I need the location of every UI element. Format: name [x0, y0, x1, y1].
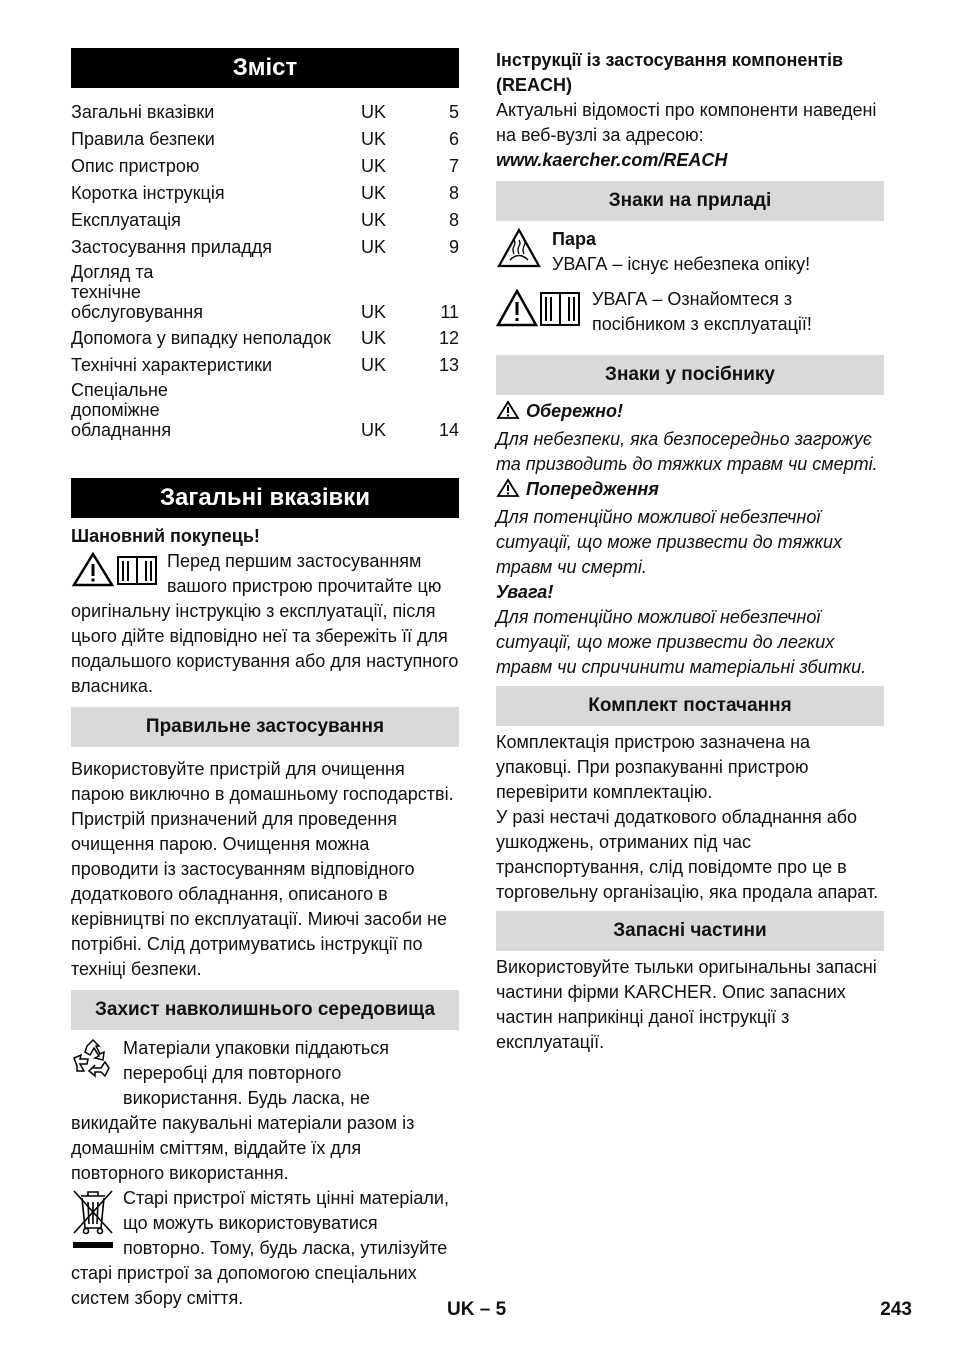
toc-page: 11 [440, 302, 459, 322]
toc-title: Коротка інструкція [71, 183, 225, 203]
recycle-icon [71, 1038, 115, 1089]
toc-title: Опис пристрою [71, 156, 200, 176]
toc-row[interactable] [71, 380, 459, 440]
toc-title: Застосування приладдя [71, 237, 273, 257]
table-of-contents [71, 100, 459, 440]
general-intro-block [71, 549, 459, 699]
proper-use-text: Використовуйте пристрій для очищення парою виключно в домашньому господарстві. Пристрій призначений для проведення очищення парою. Очищення можна проводити із застосуванням відповідного додаткового обладнання, описаного в керівництві по експлуатації. Миючі засоби не потрібні. Слід дотримуватись інструкції по техніці безпеки. [71, 759, 454, 979]
manual-text: УВАГА – Ознайомтеся з посібником з експлуатації! [592, 289, 812, 334]
warning-text: Для потенційно можливої небезпечної ситуації, що може призвести до тяжких травм чи смерті. [496, 507, 842, 577]
recycle-block [71, 1036, 459, 1186]
weee-text: Старі пристрої містять цінні матеріали, що можуть використовуватися повторно. Тому, будь ласка, утилізуйте старі пристрої за допомогою спеціальних систем збору сміття. [71, 1188, 449, 1308]
toc-title: Експлуатація [71, 210, 181, 230]
toc-lang: UK [361, 355, 387, 375]
toc-page: 9 [448, 237, 459, 257]
toc-lang: UK [361, 237, 387, 257]
reach-url[interactable]: www.kaercher.com/REACH [496, 150, 728, 170]
crossed-bin-icon [71, 1188, 115, 1257]
steam-text: УВАГА – існує небезпека опіку! [552, 254, 811, 274]
toc-page: 7 [448, 156, 459, 176]
footer-section-page: UK – 5 [447, 1299, 507, 1320]
toc-page: 8 [448, 210, 459, 230]
toc-lang: UK [361, 302, 387, 322]
steam-warning-icon [496, 227, 542, 269]
toc-row[interactable] [71, 326, 459, 351]
toc-title: Технічні характеристики [71, 355, 273, 375]
toc-lang: UK [361, 210, 387, 230]
toc-lang: UK [361, 156, 387, 176]
environment-heading: Захист навколишнього середовища [71, 990, 459, 1030]
toc-lang: UK [361, 102, 387, 122]
toc-page: 8 [448, 183, 459, 203]
manual-sign [496, 287, 884, 337]
toc-row[interactable] [71, 235, 459, 260]
toc-title: Загальні вказівки [71, 102, 215, 122]
greeting: Шановний покупець! [71, 526, 260, 546]
reach-text: Актуальні відомості про компоненти наведені на веб-вузлі за адресою: [496, 100, 877, 145]
steam-title: Пара [552, 229, 596, 249]
proper-use-heading: Правильне застосування [71, 707, 459, 747]
toc-row[interactable] [71, 127, 459, 152]
steam-sign [496, 227, 884, 277]
toc-page: 12 [438, 328, 459, 348]
toc-row[interactable] [71, 262, 459, 322]
toc-page: 13 [438, 355, 459, 375]
toc-lang: UK [361, 328, 387, 348]
toc-lang: UK [361, 420, 387, 440]
caution-label: Увага! [496, 582, 554, 602]
toc-row[interactable] [71, 353, 459, 378]
delivery-text-2: У разі нестачі додаткового обладнання або ушкоджень, отриманих під час транспортування, слід повідомте про це в торговельну організацію, яка продала апарат. [496, 807, 879, 902]
danger-text: Для небезпеки, яка безпосередньо загрожує та призводить до тяжких травм чи смерті. [496, 429, 878, 474]
toc-row[interactable] [71, 181, 459, 206]
warning-label-text: Попередження [526, 479, 659, 499]
spare-parts-text: Використовуйте тыльки оригынальны запасні частини фірми KARCHER. Опис запасних частин наприкінці даної інструкції з експлуатації. [496, 957, 877, 1052]
warning-triangle-icon [496, 478, 520, 505]
warning-manual-icon [496, 287, 582, 329]
toc-row[interactable] [71, 100, 459, 125]
toc-lang: UK [361, 183, 387, 203]
delivery-heading: Комплект постачання [496, 686, 884, 726]
delivery-text-1: Комплектація пристрою зазначена на упаковці. При розпакуванні пристрою перевірити комплектацію. [496, 732, 811, 802]
toc-row[interactable] [71, 154, 459, 179]
toc-title: Правила безпеки [71, 129, 215, 149]
toc-title: Догляд та технічне обслуговування [71, 262, 203, 322]
toc-page: 14 [438, 420, 459, 440]
reach-heading: Інструкції із застосування компонентів (REACH) [496, 50, 844, 95]
toc-heading: Зміст [71, 48, 459, 88]
weee-block [71, 1186, 459, 1311]
toc-title: Спеціальне допоміжне обладнання [71, 380, 172, 440]
toc-row[interactable] [71, 208, 459, 233]
general-intro-text: Перед першим застосуванням вашого пристрою прочитайте цю оригінальну інструкцію з експлуатації, після цього дійте відповідно неї та збережіть її для подальшого користування або для наступного власника. [71, 551, 459, 696]
toc-title: Допомога у випадку неполадок [71, 328, 331, 348]
left-column [71, 48, 459, 1311]
danger-label [496, 399, 884, 427]
recycle-text: Матеріали упаковки піддаються переробці для повторного використання. Будь ласка, не викидайте пакувальні матеріали разом із домашнім сміттям, віддайте їх для повторного використання. [71, 1038, 415, 1183]
caution-text: Для потенційно можливої небезпечної ситуації, що може призвести до легких травм чи спричинити матеріальні збитки. [496, 607, 867, 677]
toc-lang: UK [361, 129, 387, 149]
device-signs-heading: Знаки на приладі [496, 181, 884, 221]
danger-label-text: Обережно! [526, 401, 624, 421]
general-heading: Загальні вказівки [71, 478, 459, 518]
toc-page: 6 [448, 129, 459, 149]
warning-manual-icon [71, 551, 159, 594]
spare-parts-heading: Запасні частини [496, 911, 884, 951]
manual-signs-heading: Знаки у посібнику [496, 355, 884, 395]
footer-page-number: 243 [880, 1299, 912, 1320]
right-column [496, 48, 884, 1055]
warning-label [496, 477, 884, 505]
warning-triangle-icon [496, 400, 520, 427]
toc-page: 5 [448, 102, 459, 122]
